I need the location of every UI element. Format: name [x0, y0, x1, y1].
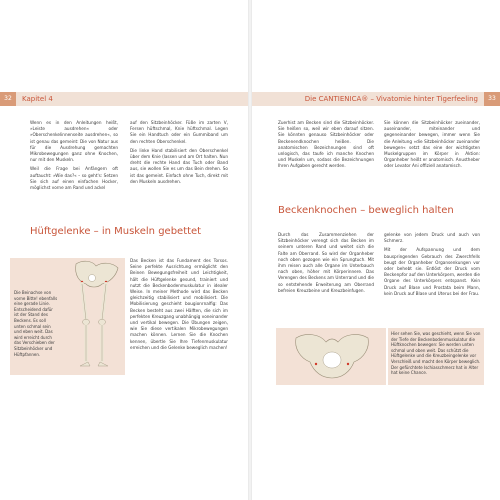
- left-page-number: 32: [0, 92, 16, 106]
- left-text-column-1: [30, 120, 118, 194]
- pelvis-illustration: [276, 328, 386, 385]
- paragraph: auf den Sitzbeinhöcker. Füße im zarten V, Fersen hüftschmal, Knie hüftschmal. Legen Sie ein Handtuch oder ein Gummiband um den rechten Oberschenkel.: [130, 120, 228, 144]
- paragraph: Durch das Zusammenziehen der Sitzbeinhöcker verengt sich das Becken im seinem unteren Rand und weitet sich die Falte am Oberrand. So wird der Organheber noch oben gezogen wie ein Sprungtuch. Mit ihm reisen auch alle Organe im Unterbauch nach oben, höher mit Körperinnere. Das Verengen des Beckens am Unterrand und die so entstehende Erweiterung am Oberrand befreien Kreuzbeine und Kreuzbeinfugen.: [278, 232, 374, 293]
- right-running-head-title: Die CANTIENICA® – Vivatomie hinter Tigerfeeling: [304, 95, 478, 103]
- left-running-header: [0, 92, 248, 106]
- right-text-column-1: [278, 120, 374, 173]
- paragraph: gelenke von jedem Druck und auch von Schmerz.: [384, 232, 480, 244]
- paragraph: Die linke Hand stabilisiert den Oberschenkel über dem Knie (lassen und am Ort halten. Nun dreht die rechte Hand das Tuch oder Band aus, sie wollen Sie es um das Bein drehen. So ist das gemeint. Einfach ohne Tuch, direkt mit den Muskeln ausdrehen.: [130, 147, 228, 184]
- left-text-column-2: [130, 120, 228, 188]
- right-running-header: [252, 92, 500, 106]
- paragraph: Wenn es in den Anleitungen heißt, »Leiste ausdrehen« oder »Oberschenkelinnenseite ausdrehen«, so ist genau das gemeint: Die von Natur aus für die Ausdrehung gemachten Mikrobewegungen ganz ohne Knochen, nur mit den Muskeln.: [30, 120, 118, 163]
- paragraph: Zuerhist am Becken sind die Sitzbeinhöcker. Sie heißen so, weil wir eben darauf sitzen. Sie könnten genauso Sitzbeinhöcker oder Beckenendknochen heißen. Die anatomischen Bezeichnungen sind oft unlogisch, das taufe ich manche Knochen und Muskeln um, sodass die Bezeichnungen Ihren Aufgaben gerecht werden.: [278, 120, 374, 169]
- right-text-column-2: [384, 120, 480, 173]
- paragraph: Weil die Frage bei Anfängern oft auftaucht: »Wie das?« – so geht's: Setzen Sie sich auf einen einfachen Hocker, möglichst vorne am Rand und ackel: [30, 166, 118, 191]
- legs-image-caption: Die Beinachse von vorne Bitte! ebenfalls eine gerade Linie. Entscheidend dafür ist der Stand des Beckens. Es soll unten schmal sein und eben weit. Das wird erreicht durch das Verschieben der Sitzbeinhöcker und Hüftpfannen.: [14, 290, 58, 357]
- right-page: [252, 0, 500, 500]
- right-text-column-4: [384, 232, 480, 300]
- left-page: [0, 0, 248, 500]
- section-heading-hip-joints: Hüftgelenke – in Muskeln gebettet: [30, 226, 202, 237]
- left-text-column-3: [130, 258, 228, 354]
- right-page-number: 33: [484, 92, 500, 106]
- right-text-column-3: [278, 232, 374, 297]
- paragraph: Mit der Aufspannung und dem bauspringenden Gebrauch des Zwerchfells beugt der Organheber Organsenkungen vor oder behebt sie. Entlöst der Druck vom Beckenpfor auf den Unterkörpern, werden die Organe des Unterkörpers entspanst. Kein Druck auf Blase und Prostata beim Mann, kein Druck auf Blase und Uterus bei der Frau.: [384, 247, 480, 296]
- left-running-head-title: Kapitel 4: [22, 95, 53, 103]
- paragraph: Das Becken ist das Fundament des Torsos. Seine perfekte Ausrichtung ermöglicht den Beinen Bewegungsfreiheit und Leichtigkeit, hält die Hüftgelenke gesund, trainiert und nutzt die Beckenbodenmuskulatur in idealer Weise. In meiner Methode wird das Becken gleichzeitig stabilisiert und mobilisiert. Die Mobilisierung geschieht bougionrnalfig: Das Becken besteht aus zwei Hälften, die sich im perfekten Kreuzgang unabhängig voneinander und vertikal bewegen. Die Übungen zeigen, wie Sie diese vertikalen Mikrobewegungen machen können. Lernen Sie die Knochen kennen, übertle Sie Ihre Tiefenmuskulatur erreichen und die Gelenke beweglich machen!: [130, 258, 228, 350]
- section-heading-pelvic-bones: Beckenknochen – beweglich halten: [278, 205, 454, 216]
- pelvis-bone-icon: [276, 328, 386, 385]
- paragraph: Sie können die Sitzbeinhöcker zueinander, auseinander, miteinander und gegeneinander bewegen, immer wenn Sie die Anleitung »die Sitzbeinhöcker zueinander bewegen« setzt das eine der wichtigsten Muskelgruppen im Körper in Aktion: Organheber heißt er anatomisch. Anustheber oder Levator Ani offiziell anatomisch.: [384, 120, 480, 169]
- pelvis-image-caption: Hier sehen Sie, was geschieht, wenn Sie von der Tiefe der Beckenbodenmuskulatur die Hüftknochen bewegen: Sie werden unten schmal und oben weit. Das schützt die Hüftgelenke und die Kreuzbeingelenke vor Verschleiß und macht den Körper beweglich. Der gefürchtete Ischiasschmerz hat in Alter hat keine Chance.: [391, 331, 481, 376]
